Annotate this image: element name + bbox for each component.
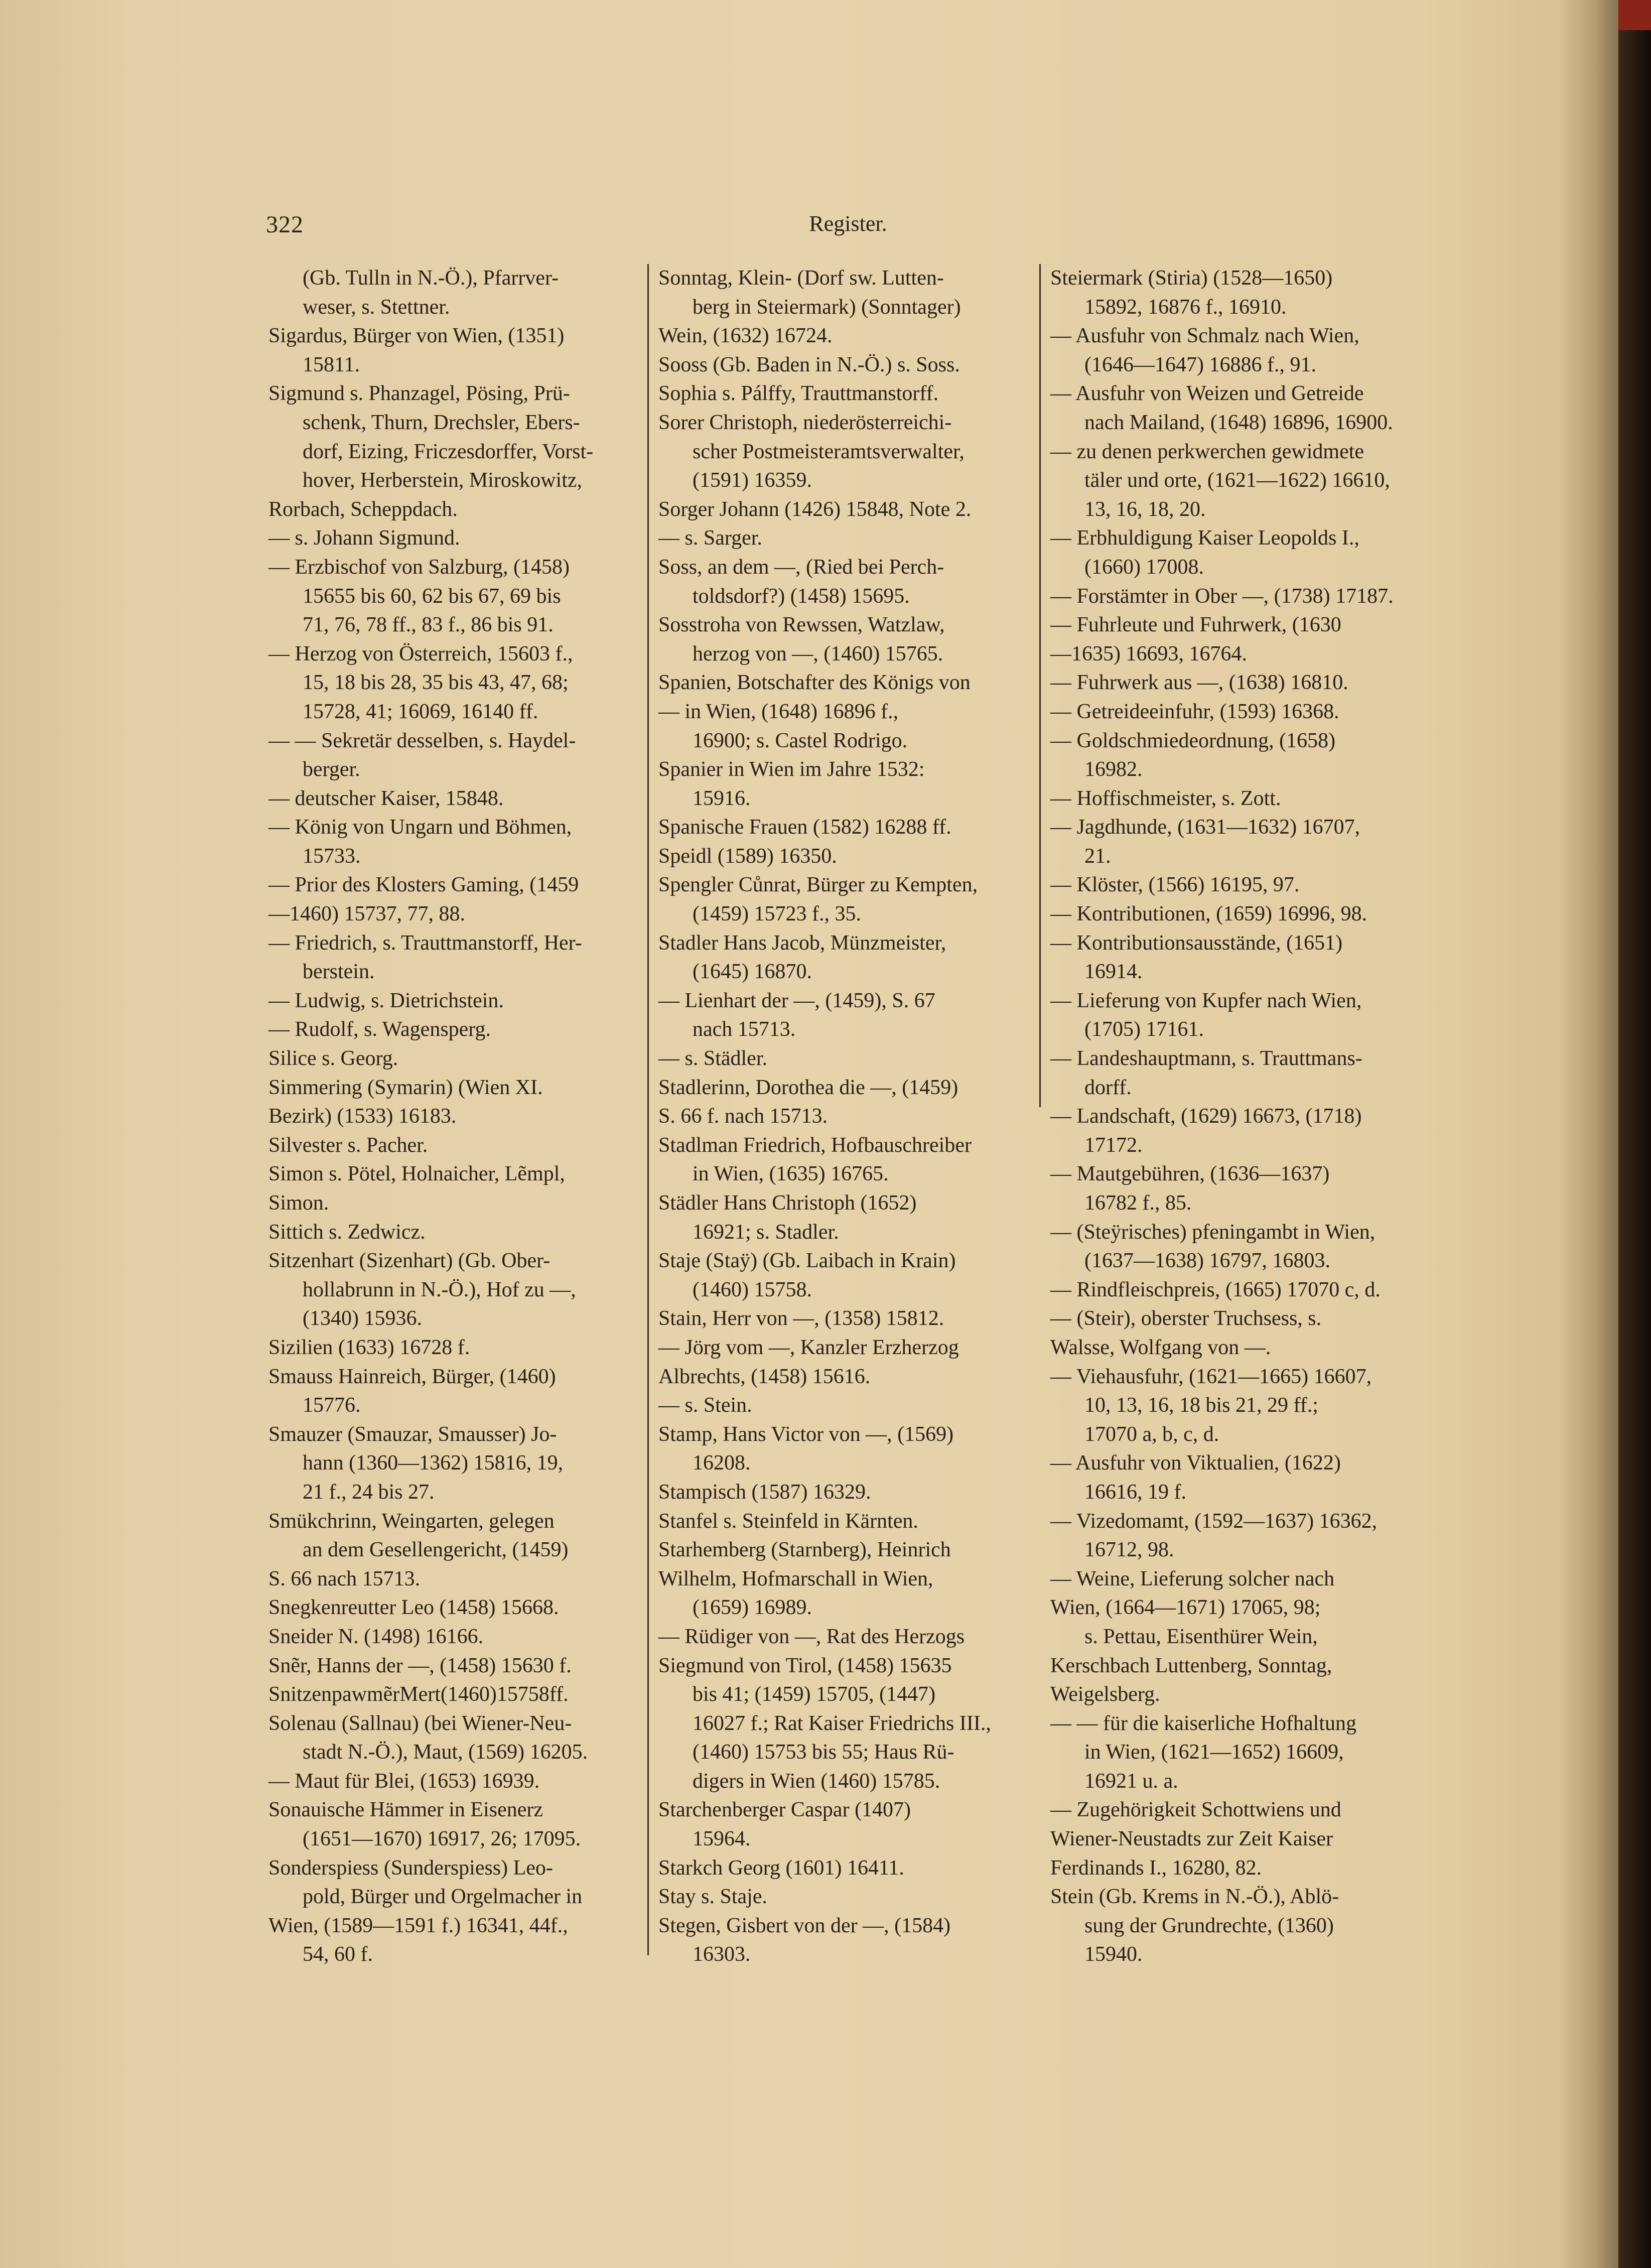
index-line: täler und orte, (1621—1622) 16610, [1084,469,1390,492]
index-line: nach 15713. [693,1018,796,1041]
index-line: Soss, an dem —, (Ried bei Perch- [658,555,944,579]
index-line: — Viehausfuhr, (1621—1665) 16607, [1050,1365,1372,1388]
index-line: 16914. [1084,960,1143,984]
index-line: Stein (Gb. Krems in N.-Ö.), Ablö- [1050,1885,1339,1909]
index-line: Starchenberger Caspar (1407) [658,1798,911,1822]
column-divider [1039,264,1041,1107]
index-line: — deutscher Kaiser, 15848. [268,786,504,810]
index-line: Silvester s. Pacher. [268,1133,428,1157]
index-line: Snegkenreutter Leo (1458) 15668. [268,1596,559,1620]
index-line: — s. Sarger. [658,526,762,550]
index-line: — Fuhrleute und Fuhrwerk, (1630 [1050,613,1341,637]
index-line: Stanfel s. Steinfeld in Kärnten. [658,1509,918,1533]
index-line: — Prior des Klosters Gaming, (1459 [268,873,579,897]
index-line: 16303. [693,1943,751,1966]
index-line: — Fuhrwerk aus —, (1638) 16810. [1050,671,1348,695]
index-line: Walsse, Wolfgang von —. [1050,1336,1271,1359]
index-line: — Hoffischmeister, s. Zott. [1050,786,1281,810]
index-line: an dem Gesellengericht, (1459) [303,1538,569,1562]
index-line: dorff. [1084,1076,1132,1099]
index-line: 16208. [693,1451,751,1475]
index-line: Sorer Christoph, niederösterreichi- [658,411,952,434]
index-line: Sneider N. (1498) 16166. [268,1625,484,1648]
index-line: Simmering (Symarin) (Wien XI. [268,1076,543,1099]
index-line: Albrechts, (1458) 15616. [658,1365,871,1388]
index-line: — zu denen perkwerchen gewidmete [1050,440,1364,463]
index-line: stadt N.-Ö.), Maut, (1569) 16205. [303,1741,588,1764]
index-line: Bezirk) (1533) 16183. [268,1105,457,1128]
index-line: Weigelsberg. [1050,1683,1160,1706]
index-line: Sorger Johann (1426) 15848, Note 2. [658,497,972,521]
index-line: — Forstämter in Ober —, (1738) 17187. [1050,584,1394,608]
index-line: — König von Ungarn und Böhmen, [268,816,572,839]
index-line: Wien, (1589—1591 f.) 16341, 44f., [268,1914,568,1937]
index-line: Speidl (1589) 16350. [658,844,837,868]
index-line: Staje (Staÿ) (Gb. Laibach in Krain) [658,1249,956,1273]
index-line: — Weine, Lieferung solcher nach [1050,1567,1335,1590]
index-line: Sonauische Hämmer in Eisenerz [268,1798,543,1822]
index-line: hover, Herberstein, Miroskowitz, [303,469,583,492]
index-line: berstein. [303,960,375,984]
page-number: 322 [266,211,304,238]
index-line: 10, 13, 16, 18 bis 21, 29 ff.; [1084,1394,1318,1417]
index-line: 15776. [303,1394,361,1417]
index-line: Stadlerinn, Dorothea die —, (1459) [658,1076,958,1099]
index-line: Simon. [268,1191,329,1215]
index-line: (1646—1647) 16886 f., 91. [1084,353,1316,376]
index-line: 16782 f., 85. [1084,1191,1192,1215]
index-line: — s. Johann Sigmund. [268,526,460,550]
index-line: Wien, (1664—1671) 17065, 98; [1050,1596,1321,1620]
index-line: — Goldschmiedeordnung, (1658) [1050,729,1336,752]
index-line: Stadler Hans Jacob, Münzmeister, [658,931,946,955]
index-line: — Lienhart der —, (1459), S. 67 [658,989,935,1012]
index-line: — Ludwig, s. Dietrichstein. [268,989,504,1012]
index-line: Stegen, Gisbert von der —, (1584) [658,1914,951,1937]
index-line: Silice s. Georg. [268,1047,398,1071]
index-line: — (Steÿrisches) pfeningambt in Wien, [1050,1220,1375,1244]
index-line: 16921; s. Stadler. [693,1220,839,1244]
index-line: 16027 f.; Rat Kaiser Friedrichs III., [693,1711,991,1735]
index-line: Wiener-Neustadts zur Zeit Kaiser [1050,1827,1333,1851]
index-line: 21 f., 24 bis 27. [303,1480,435,1504]
index-line: (1340) 15936. [303,1307,422,1330]
index-line: Stamp, Hans Victor von —, (1569) [658,1422,954,1446]
index-column-3 [1050,264,1417,1969]
index-line: herzog von —, (1460) 15765. [693,642,943,665]
index-line: scher Postmeisteramtsverwalter, [693,440,965,463]
index-line: 15940. [1084,1943,1143,1966]
index-line: Rorbach, Scheppdach. [268,497,458,521]
index-line: 15655 bis 60, 62 bis 67, 69 bis [303,584,561,608]
index-line: (1460) 15758. [693,1278,812,1301]
index-line: Stay s. Staje. [658,1885,767,1909]
index-line: Sosstroha von Rewssen, Watzlaw, [658,613,945,637]
index-line: — Ausfuhr von Schmalz nach Wien, [1050,324,1359,348]
index-line: — Rudolf, s. Wagensperg. [268,1018,491,1041]
index-line: (1651—1670) 16917, 26; 17095. [303,1827,581,1851]
index-line: — Herzog von Österreich, 15603 f., [268,642,573,665]
index-line: Sonderspiess (Sunderspiess) Leo- [268,1856,553,1880]
index-line: 16921 u. a. [1084,1769,1178,1793]
index-line: — Ausfuhr von Viktualien, (1622) [1050,1451,1341,1475]
index-line: (1660) 17008. [1084,555,1204,579]
index-line: Simon s. Pötel, Holnaicher, Lẽmpl, [268,1162,565,1186]
index-line: Wein, (1632) 16724. [658,324,833,348]
index-line: pold, Bürger und Orgelmacher in [303,1885,583,1909]
index-line: — Maut für Blei, (1653) 16939. [268,1769,540,1793]
index-line: Spanien, Botschafter des Königs von [658,671,971,695]
index-line: — Erzbischof von Salzburg, (1458) [268,555,570,579]
index-line: Sophia s. Pálffy, Trauttmanstorff. [658,382,939,406]
index-line: Solenau (Sallnau) (bei Wiener-Neu- [268,1711,572,1735]
index-line: Sonntag, Klein- (Dorf sw. Lutten- [658,266,944,290]
index-line: — Kontributionen, (1659) 16996, 98. [1050,902,1367,926]
index-column-2 [658,264,1027,1969]
index-line: berg in Steiermark) (Sonntager) [693,295,961,319]
index-line: — Landschaft, (1629) 16673, (1718) [1050,1105,1362,1128]
index-line: — Jagdhunde, (1631—1632) 16707, [1050,816,1360,839]
index-line: — — Sekretär desselben, s. Haydel- [268,729,576,752]
index-line: Smükchrinn, Weingarten, gelegen [268,1509,555,1533]
index-line: —1460) 15737, 77, 88. [268,902,465,926]
index-line: Stain, Herr von —, (1358) 15812. [658,1307,944,1330]
index-line: in Wien, (1635) 16765. [693,1162,889,1186]
index-line: weser, s. Stettner. [303,295,450,319]
index-line: Spanische Frauen (1582) 16288 ff. [658,816,951,839]
index-line: — s. Städler. [658,1047,767,1071]
index-line: — Landeshauptmann, s. Trauttmans- [1050,1047,1362,1071]
index-line: 13, 16, 18, 20. [1084,497,1206,521]
index-column-1 [268,264,632,1969]
index-line: bis 41; (1459) 15705, (1447) [693,1683,936,1706]
index-line: — Zugehörigkeit Schottwiens und [1050,1798,1341,1822]
index-line: Starkch Georg (1601) 16411. [658,1856,904,1880]
index-line: SnitzenpawmẽrMert(1460)15758ff. [268,1683,569,1706]
index-line: — Getreideeinfuhr, (1593) 16368. [1050,700,1339,723]
index-line: — Klöster, (1566) 16195, 97. [1050,873,1300,897]
index-line: — Erbhuldigung Kaiser Leopolds I., [1050,526,1359,550]
index-line: schenk, Thurn, Drechsler, Ebers- [303,411,580,434]
index-line: Kerschbach Luttenberg, Sonntag, [1050,1654,1332,1677]
index-line: — Ausfuhr von Weizen und Getreide [1050,382,1364,406]
index-line: — Rüdiger von —, Rat des Herzogs [658,1625,965,1648]
index-line: — Lieferung von Kupfer nach Wien, [1050,989,1362,1012]
index-line: Snẽr, Hanns der —, (1458) 15630 f. [268,1654,572,1677]
index-line: Sitzenhart (Sizenhart) (Gb. Ober- [268,1249,551,1273]
index-line: 15811. [303,353,360,376]
index-line: Wilhelm, Hofmarschall in Wien, [658,1567,933,1590]
index-line: 15964. [693,1827,751,1851]
column-divider [647,264,649,1955]
index-line: (1459) 15723 f., 35. [693,902,861,926]
index-line: Sooss (Gb. Baden in N.-Ö.) s. Soss. [658,353,960,376]
index-line: (1705) 17161. [1084,1018,1204,1041]
running-head: Register. [809,211,887,236]
index-line: Stampisch (1587) 16329. [658,1480,871,1504]
index-line: digers in Wien (1460) 15785. [693,1769,940,1793]
index-line: 17172. [1084,1133,1143,1157]
index-line: 21. [1084,844,1111,868]
index-line: Spengler Cůnrat, Bürger zu Kempten, [658,873,978,897]
index-line: 71, 76, 78 ff., 83 f., 86 bis 91. [303,613,554,637]
index-line: Ferdinands I., 16280, 82. [1050,1856,1262,1880]
book-binding-edge [1618,0,1651,2268]
index-line: — Friedrich, s. Trauttmanstorff, Her- [268,931,582,955]
index-line: — Mautgebühren, (1636—1637) [1050,1162,1330,1186]
index-line: 15916. [693,786,751,810]
index-line: 16982. [1084,758,1143,781]
index-line: (1645) 16870. [693,960,812,984]
index-line: Starhemberg (Starnberg), Heinrich [658,1538,951,1562]
index-line: S. 66 f. nach 15713. [658,1105,828,1128]
index-line: — Vizedomamt, (1592—1637) 16362, [1050,1509,1378,1533]
index-line: toldsdorf?) (1458) 15695. [693,584,910,608]
index-line: dorf, Eizing, Friczesdorffer, Vorst- [303,440,594,463]
index-line: — — für die kaiserliche Hofhaltung [1050,1711,1356,1735]
index-line: Smauzer (Smauzar, Smausser) Jo- [268,1422,557,1446]
index-line: Sigardus, Bürger von Wien, (1351) [268,324,565,348]
index-line: Spanier in Wien im Jahre 1532: [658,758,925,781]
index-line: — Rindfleischpreis, (1665) 17070 c, d. [1050,1278,1381,1301]
page-spine-shadow [1558,0,1618,2268]
index-line: S. 66 nach 15713. [268,1567,421,1590]
index-line: nach Mailand, (1648) 16896, 16900. [1084,411,1393,434]
index-line: s. Pettau, Eisenthürer Wein, [1084,1625,1318,1648]
index-line: Sittich s. Zedwicz. [268,1220,426,1244]
index-line: 15892, 16876 f., 16910. [1084,295,1287,319]
index-line: Smauss Hainreich, Bürger, (1460) [268,1365,556,1388]
index-line: in Wien, (1621—1652) 16609, [1084,1741,1344,1764]
index-line: (1591) 16359. [693,469,812,492]
index-line: hann (1360—1362) 15816, 19, [303,1451,564,1475]
index-line: — in Wien, (1648) 16896 f., [658,700,899,723]
index-line: Siegmund von Tirol, (1458) 15635 [658,1654,952,1677]
index-line: 15728, 41; 16069, 16140 ff. [303,700,538,723]
index-line: Steiermark (Stiria) (1528—1650) [1050,266,1333,290]
index-line: hollabrunn in N.-Ö.), Hof zu —, [303,1278,576,1301]
index-line: 17070 a, b, c, d. [1084,1422,1219,1446]
index-line: berger. [303,758,360,781]
index-line: (1659) 16989. [693,1596,812,1620]
index-line: Stadlman Friedrich, Hofbauschreiber [658,1133,972,1157]
index-line: sung der Grundrechte, (1360) [1084,1914,1334,1937]
index-line: 54, 60 f. [303,1943,373,1966]
index-line: (1460) 15753 bis 55; Haus Rü- [693,1741,954,1764]
index-line: 16712, 98. [1084,1538,1174,1562]
index-line: 16900; s. Castel Rodrigo. [693,729,908,752]
index-line: 15, 18 bis 28, 35 bis 43, 47, 68; [303,671,569,695]
index-line: — Jörg vom —, Kanzler Erzherzog [658,1336,959,1359]
index-line: 16616, 19 f. [1084,1480,1186,1504]
index-line: — s. Stein. [658,1394,752,1417]
index-line: Sizilien (1633) 16728 f. [268,1336,470,1359]
index-line: Städler Hans Christoph (1652) [658,1191,917,1215]
binding-mark [1618,0,1651,30]
index-line: (1637—1638) 16797, 16803. [1084,1249,1330,1273]
index-line: —1635) 16693, 16764. [1050,642,1247,665]
index-line: — (Steir), oberster Truchsess, s. [1050,1307,1322,1330]
index-line: 15733. [303,844,361,868]
index-line: (Gb. Tulln in N.-Ö.), Pfarrver- [303,266,559,290]
index-line: Sigmund s. Phanzagel, Pösing, Prü- [268,382,570,406]
index-line: — Kontributionsausstände, (1651) [1050,931,1343,955]
